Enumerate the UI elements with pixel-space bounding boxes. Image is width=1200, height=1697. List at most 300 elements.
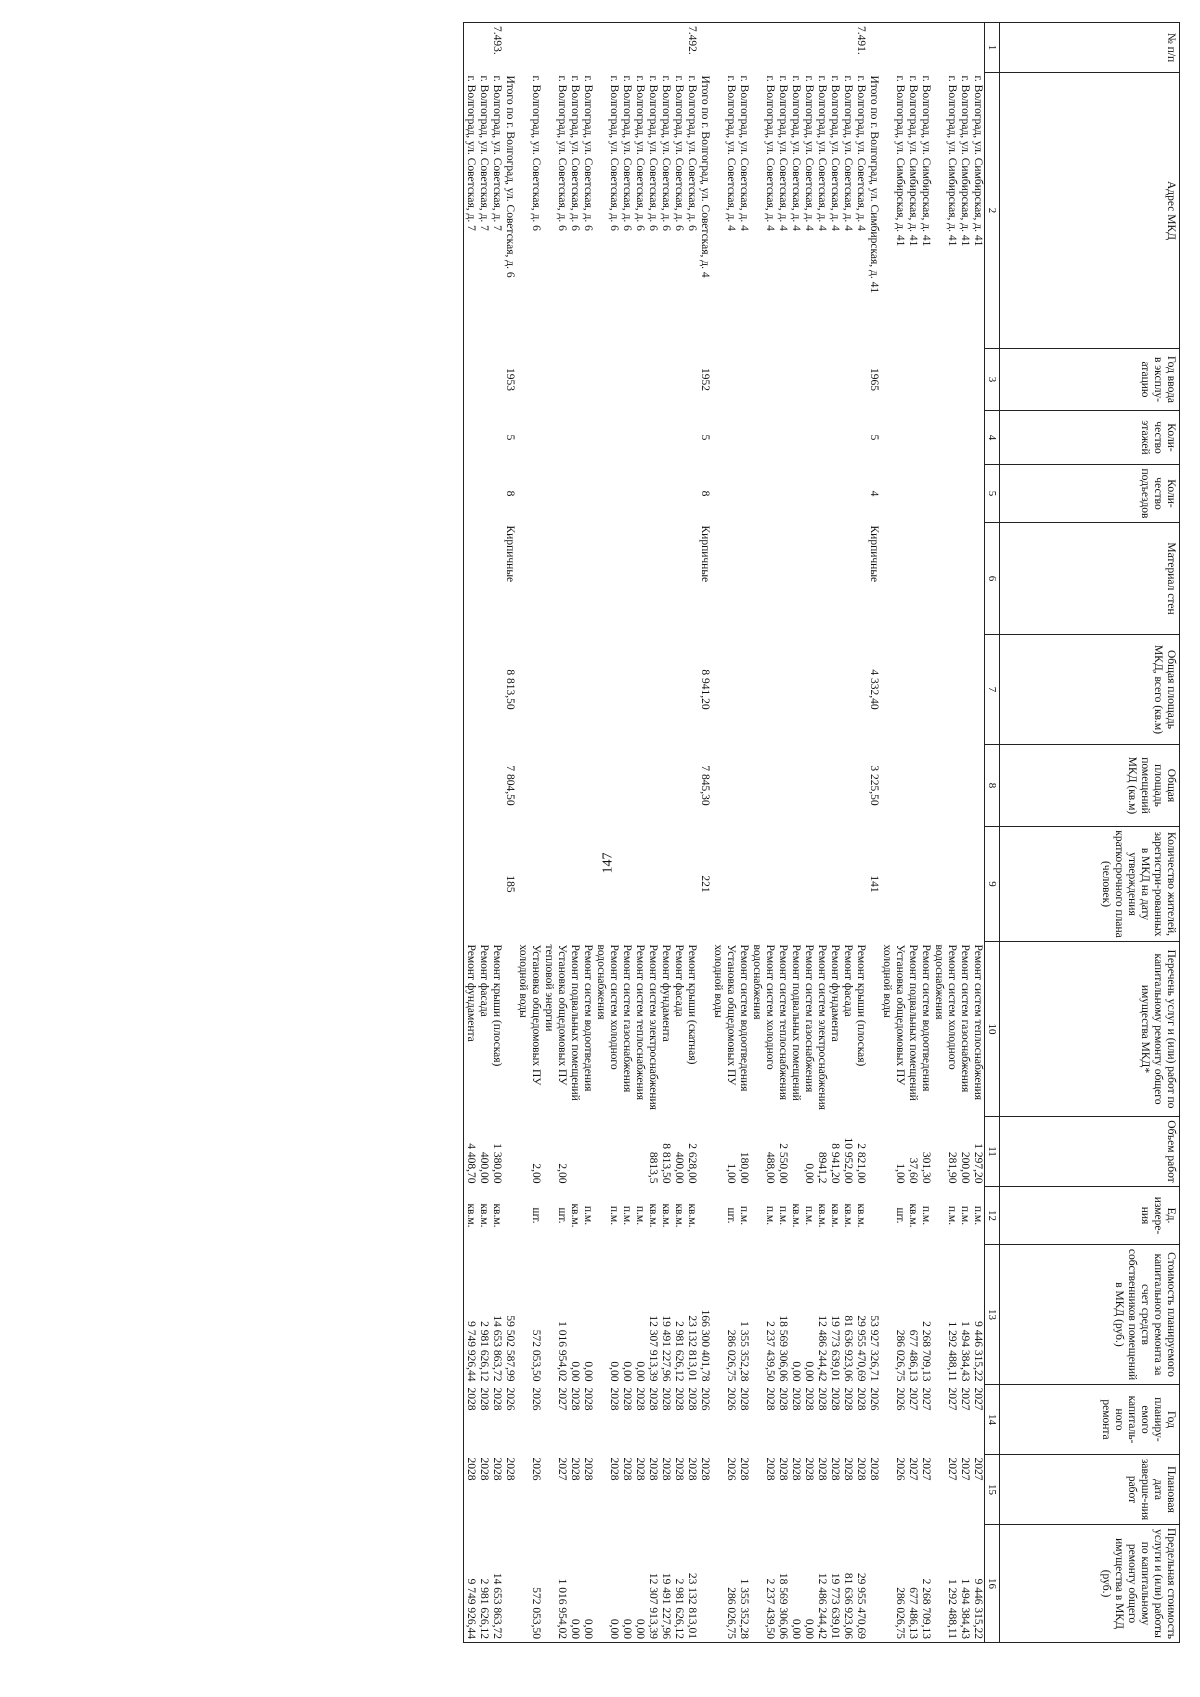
- cell-entrances: 8: [699, 490, 711, 497]
- cell-entrances: [542, 465, 568, 523]
- cell-end-year: 2028: [868, 1457, 880, 1481]
- cell-unit: шт.: [556, 1207, 568, 1224]
- cell-residents: [737, 827, 750, 942]
- cell-entrances: [776, 465, 789, 523]
- cell-floors: [854, 411, 867, 465]
- cell-area-rooms: [776, 745, 789, 827]
- cell-year: 1952: [699, 368, 711, 391]
- table-row: [802, 23, 815, 1643]
- column-number: 13: [985, 1245, 1000, 1385]
- cell-volume: [620, 1117, 633, 1187]
- table-row: [477, 23, 490, 1643]
- table-row: [568, 23, 581, 1643]
- cell-year: [516, 349, 542, 411]
- cell-max-cost: 0,00: [802, 1525, 815, 1643]
- cell-residents: [828, 827, 841, 942]
- cell-unit: п.м.: [777, 1205, 789, 1226]
- table-row: [633, 23, 646, 1643]
- cell-walls: [737, 523, 750, 635]
- cell-area: [620, 635, 633, 745]
- cell-cost: 1 355 352,28: [738, 1321, 750, 1382]
- cell-area-rooms: [672, 745, 685, 827]
- cell-area: 8 941,20: [699, 669, 711, 710]
- cell-unit: кв.м.: [842, 1203, 854, 1228]
- cell-unit: кв.м.: [478, 1203, 490, 1228]
- cell-plan-year: 2027: [959, 1387, 971, 1411]
- cell-entrances: [789, 465, 802, 523]
- cell-walls: [711, 523, 737, 635]
- cell-volume: 37,60: [907, 1157, 919, 1184]
- cell-walls: [815, 523, 828, 635]
- cell-address: г. Волгоград, ул. Симбирская, д. 41: [972, 75, 984, 247]
- cell-entrances: [828, 465, 841, 523]
- cell-volume: 2,00: [530, 1163, 542, 1184]
- cell-area-rooms: [477, 745, 490, 827]
- table-row-total: [867, 23, 880, 1643]
- cell-floors: [490, 411, 503, 465]
- cell-residents: [464, 827, 478, 942]
- cell-floors: [906, 411, 919, 465]
- cell-end-year: 2026: [725, 1457, 737, 1481]
- column-number: 14: [985, 1385, 1000, 1455]
- cell-floors: [828, 411, 841, 465]
- cell-volume: 301,30: [920, 1151, 932, 1184]
- cell-plan-year: 2027: [946, 1387, 958, 1411]
- cell-end-year: 2028: [660, 1457, 672, 1481]
- cell-cost: 0,00: [790, 1361, 802, 1382]
- cell-floors: [932, 411, 958, 465]
- cell-address: г. Волгоград, ул. Советская, д. 4: [790, 75, 802, 231]
- cell-entrances: [919, 465, 932, 523]
- table-row: [594, 23, 620, 1643]
- cell-max-cost: 12 486 244,42: [815, 1525, 828, 1643]
- cell-entrances: [568, 465, 581, 523]
- cell-cost: 29 955 470,69: [855, 1315, 867, 1382]
- cell-work: Ремонт фундамента: [660, 944, 672, 1042]
- column-number: 10: [985, 942, 1000, 1117]
- cell-work: Ремонт систем газоснабжения: [959, 944, 971, 1093]
- cell-year: [464, 349, 478, 411]
- table-row: [581, 23, 594, 1643]
- cell-year: [815, 349, 828, 411]
- cell-cost: 572 053,50: [530, 1329, 542, 1382]
- cell-end-year: 2027: [946, 1457, 958, 1481]
- cell-cost: 0,00: [803, 1361, 815, 1382]
- cell-residents: [750, 827, 776, 942]
- cell-volume: 2,00: [556, 1163, 568, 1184]
- cell-no: [815, 23, 828, 73]
- cell-residents: [685, 827, 698, 942]
- cell-cost: 2 981 626,12: [673, 1321, 685, 1382]
- cell-area-rooms: [815, 745, 828, 827]
- cell-area: [854, 635, 867, 745]
- cell-plan-year: 2028: [803, 1387, 815, 1411]
- cell-floors: [568, 411, 581, 465]
- cell-floors: [750, 411, 776, 465]
- cell-max-cost: 18 569 306,06: [776, 1525, 789, 1643]
- table-row: [464, 23, 478, 1643]
- cell-unit: п.м.: [972, 1205, 984, 1226]
- cell-work: Ремонт систем водоотведения: [920, 944, 932, 1092]
- cell-area-rooms: [737, 745, 750, 827]
- cell-entrances: [659, 465, 672, 523]
- cell-area-rooms: [620, 745, 633, 827]
- cell-max-cost: [867, 1525, 880, 1643]
- cell-volume: 1 297,20: [972, 1143, 984, 1184]
- cell-cost: 0,00: [608, 1361, 620, 1382]
- cell-residents: [854, 827, 867, 942]
- cell-volume: 4 408,70: [464, 1117, 478, 1187]
- cell-cost: 81 636 923,06: [842, 1315, 854, 1382]
- cell-floors: [672, 411, 685, 465]
- cell-unit: кв.м.: [660, 1203, 672, 1228]
- table-row: [672, 23, 685, 1643]
- cell-address: г. Волгоград, ул. Советская, д. 6: [582, 75, 594, 231]
- cell-work: Ремонт крыши (плоская): [855, 944, 867, 1067]
- cell-walls: [516, 523, 542, 635]
- cell-area-rooms: [789, 745, 802, 827]
- column-number: 4: [985, 411, 1000, 465]
- header-cell-walls: Материал стен: [1000, 523, 1180, 635]
- cell-floors: [633, 411, 646, 465]
- cell-cost: 9 446 315,22: [972, 1321, 984, 1382]
- cell-unit: п.м.: [608, 1205, 620, 1226]
- cell-address: г. Волгоград, ул. Советская, д. 4: [764, 75, 776, 231]
- cell-unit: п.м.: [634, 1205, 646, 1226]
- cell-end-year: 2028: [738, 1457, 750, 1481]
- cell-year: [919, 349, 932, 411]
- header-cell-works: Перечень услуг и (или) работ по капитальному ремонту общего имущества МКД*: [1000, 942, 1180, 1117]
- cell-max-cost: 1 016 954,02: [542, 1525, 568, 1643]
- cell-residents: [841, 827, 854, 942]
- cell-area: [841, 635, 854, 745]
- cell-max-cost: 9 446 315,22: [971, 1525, 985, 1643]
- cell-no: [516, 23, 542, 73]
- cell-unit: п.м.: [738, 1205, 750, 1226]
- cell-no: [672, 23, 685, 73]
- cell-cost: 23 132 813,01: [686, 1315, 698, 1382]
- cell-volume: [581, 1117, 594, 1187]
- cell-entrances: [932, 465, 958, 523]
- cell-max-cost: 572 053,50: [516, 1525, 542, 1643]
- cell-cost: 1 292 488,11: [946, 1321, 958, 1382]
- cell-volume: [633, 1117, 646, 1187]
- cell-address: г. Волгоград, ул. Советская, д. 6: [686, 75, 698, 231]
- cell-year: [776, 349, 789, 411]
- cell-work: Ремонт систем газоснабжения: [621, 944, 633, 1093]
- cell-floors: [776, 411, 789, 465]
- cell-end-year: 2027: [972, 1457, 984, 1481]
- cell-unit: кв.м.: [907, 1203, 919, 1228]
- cell-max-cost: 1 355 352,28: [737, 1525, 750, 1643]
- header-cell-volume: Объем работ: [1000, 1117, 1180, 1187]
- cell-residents: [789, 827, 802, 942]
- column-number: 16: [985, 1525, 1000, 1643]
- cell-plan-year: 2028: [686, 1387, 698, 1411]
- cell-entrances: 4: [868, 490, 880, 497]
- cell-address: г. Волгоград, ул. Советская, д. 6: [660, 75, 672, 231]
- cell-cost: 2 237 439,50: [764, 1321, 776, 1382]
- cell-area-rooms: [568, 745, 581, 827]
- cell-area: [828, 635, 841, 745]
- cell-area: [568, 635, 581, 745]
- cell-entrances: [737, 465, 750, 523]
- cell-volume: 1 380,00: [491, 1143, 503, 1184]
- cell-address: г. Волгоград, ул. Советская, д. 4: [816, 75, 828, 231]
- cell-volume: 8813,5: [647, 1151, 659, 1184]
- cell-no: [659, 23, 672, 73]
- cell-area: [802, 635, 815, 745]
- cell-no: [477, 23, 490, 73]
- cell-volume: 200,00: [959, 1151, 971, 1184]
- cell-unit: кв.м.: [790, 1203, 802, 1228]
- cell-area: [633, 635, 646, 745]
- cell-area: [542, 635, 568, 745]
- cell-year: [542, 349, 568, 411]
- cell-entrances: [841, 465, 854, 523]
- cell-residents: [581, 827, 594, 942]
- cell-cost: 1 016 954,02: [556, 1321, 568, 1382]
- cell-max-cost: 2 981 626,12: [672, 1525, 685, 1643]
- cell-area: [477, 635, 490, 745]
- cell-no: [503, 23, 516, 73]
- cell-end-year: 2026: [530, 1457, 542, 1481]
- cell-address: г. Волгоград, ул. Советская, д. 4: [829, 75, 841, 231]
- cell-plan-year: 2028: [673, 1387, 685, 1411]
- cell-floors: [594, 411, 620, 465]
- cell-area-rooms: [971, 745, 985, 827]
- cell-no: [932, 23, 958, 73]
- cell-address: Итого по г. Волгоград, ул. Советская, д. 4: [699, 75, 711, 278]
- cell-cost: 19 491 227,96: [660, 1315, 672, 1382]
- column-number: 12: [985, 1187, 1000, 1245]
- cell-end-year: 2027: [556, 1457, 568, 1481]
- cell-unit: кв.м.: [464, 1187, 478, 1245]
- table-row: [841, 23, 854, 1643]
- cell-year: [581, 349, 594, 411]
- cell-work: Ремонт систем газоснабжения: [803, 944, 815, 1093]
- cell-no: [581, 23, 594, 73]
- cell-address: г. Волгоград, ул. Советская, д. 6: [621, 75, 633, 231]
- column-number: 8: [985, 745, 1000, 827]
- header-cell-cost: Стоимость планируемого капитального ремонта за счет средств собственников помещений в МКД (руб.): [1000, 1245, 1180, 1385]
- capital-repair-table: [463, 22, 1180, 1643]
- cell-end-year: 2028: [491, 1457, 503, 1481]
- cell-cost: 0,00: [582, 1361, 594, 1382]
- cell-area: [919, 635, 932, 745]
- cell-walls: [932, 523, 958, 635]
- table-row: [750, 23, 776, 1643]
- cell-max-cost: [503, 1525, 516, 1643]
- cell-plan-year: 2028: [790, 1387, 802, 1411]
- cell-end-year: 2028: [829, 1457, 841, 1481]
- cell-volume: 1,00: [894, 1163, 906, 1184]
- cell-unit: п.м.: [946, 1205, 958, 1226]
- cell-unit: [698, 1187, 711, 1245]
- cell-residents: [776, 827, 789, 942]
- cell-work: Ремонт крыши (плоская): [491, 944, 503, 1067]
- cell-plan-year: 2028: [842, 1387, 854, 1411]
- cell-work: Ремонт фасада: [842, 944, 854, 1017]
- column-number: 5: [985, 465, 1000, 523]
- cell-max-cost: 12 307 913,39: [646, 1525, 659, 1643]
- cell-address: г. Волгоград, ул. Советская, д. 6: [530, 75, 542, 231]
- cell-no: [906, 23, 919, 73]
- cell-no: [698, 23, 711, 73]
- cell-work: Ремонт систем электроснабжения: [647, 944, 659, 1110]
- cell-residents: [659, 827, 672, 942]
- cell-residents: [932, 827, 958, 942]
- cell-end-year: 2026: [894, 1457, 906, 1481]
- cell-area-rooms: [906, 745, 919, 827]
- cell-volume: 281,90: [946, 1151, 958, 1184]
- cell-unit: кв.м.: [855, 1203, 867, 1228]
- cell-area-rooms: [958, 745, 971, 827]
- cell-address: г. Волгоград, ул. Симбирская, д. 41: [946, 75, 958, 247]
- cell-residents: [568, 827, 581, 942]
- cell-unit: [867, 1187, 880, 1245]
- cell-year: [750, 349, 776, 411]
- cell-walls: [789, 523, 802, 635]
- cell-area: [815, 635, 828, 745]
- header-row: [1000, 23, 1180, 1643]
- cell-walls: [841, 523, 854, 635]
- cell-year: [802, 349, 815, 411]
- cell-plan-year: 2028: [647, 1387, 659, 1411]
- cell-max-cost: 286 026,75: [880, 1525, 906, 1643]
- table-row: [542, 23, 568, 1643]
- cell-area-rooms: [828, 745, 841, 827]
- cell-no: 7.492.: [685, 23, 698, 73]
- cell-work: Ремонт систем теплоснабжения: [972, 944, 984, 1101]
- cell-area: [464, 635, 478, 745]
- cell-residents: [516, 827, 542, 942]
- cell-residents: [802, 827, 815, 942]
- table-row: [971, 23, 985, 1643]
- cell-plan-year: 2028: [660, 1387, 672, 1411]
- cell-walls: [659, 523, 672, 635]
- cell-area-rooms: [490, 745, 503, 827]
- cell-work: Ремонт подвальных помещений: [790, 944, 802, 1101]
- table-row: [789, 23, 802, 1643]
- page-number: 147: [600, 852, 616, 874]
- cell-address: г. Волгоград, ул. Симбирская, д. 41: [907, 75, 919, 247]
- table-row: [880, 23, 906, 1643]
- column-number: 11: [985, 1117, 1000, 1187]
- cell-floors: 5: [504, 434, 516, 441]
- cell-plan-year: 2028: [608, 1387, 620, 1411]
- cell-residents: [620, 827, 633, 942]
- cell-unit: шт.: [725, 1207, 737, 1224]
- column-number: 15: [985, 1455, 1000, 1525]
- cell-cost: 1 494 384,43: [959, 1321, 971, 1382]
- cell-area: [776, 635, 789, 745]
- cell-entrances: [490, 465, 503, 523]
- cell-plan-year: 2026: [504, 1387, 516, 1411]
- cell-entrances: [906, 465, 919, 523]
- cell-volume: 400,00: [478, 1151, 490, 1184]
- cell-year: 1965: [868, 368, 880, 391]
- cell-area-rooms: 7 845,30: [699, 765, 711, 806]
- cell-cost: 12 307 913,39: [647, 1315, 659, 1382]
- cell-cost: 12 486 244,42: [816, 1315, 828, 1382]
- cell-residents: [542, 827, 568, 942]
- cell-plan-year: 2028: [621, 1387, 633, 1411]
- cell-no: [841, 23, 854, 73]
- cell-cost: 53 927 326,71: [868, 1315, 880, 1382]
- cell-year: [789, 349, 802, 411]
- cell-max-cost: 81 636 923,06: [841, 1525, 854, 1643]
- column-number: 2: [985, 73, 1000, 349]
- cell-cost: 14 653 863,72: [491, 1315, 503, 1382]
- cell-residents: [958, 827, 971, 942]
- cell-max-cost: 19 491 227,96: [659, 1525, 672, 1643]
- cell-residents: 221: [699, 875, 711, 893]
- cell-no: [464, 23, 478, 73]
- cell-area: [971, 635, 985, 745]
- cell-plan-year: 2027: [907, 1387, 919, 1411]
- cell-unit: п.м.: [803, 1205, 815, 1226]
- cell-walls: [854, 523, 867, 635]
- cell-area-rooms: [594, 745, 620, 827]
- cell-year: [633, 349, 646, 411]
- cell-address: г. Волгоград, ул. Советская, д. 4: [777, 75, 789, 231]
- cell-year: [828, 349, 841, 411]
- cell-max-cost: 0,00: [594, 1525, 620, 1643]
- cell-address: г. Волгоград, ул. Симбирская, д. 41: [894, 75, 906, 247]
- cell-work: Ремонт подвальных помещений: [569, 944, 581, 1101]
- header-cell-no: № п/п: [1000, 23, 1180, 73]
- cell-year: 1953: [504, 368, 516, 391]
- cell-year: [672, 349, 685, 411]
- cell-walls: [464, 523, 478, 635]
- cell-entrances: [802, 465, 815, 523]
- cell-plan-year: 2026: [699, 1387, 711, 1411]
- cell-area-rooms: [516, 745, 542, 827]
- cell-residents: [971, 827, 985, 942]
- cell-work: [867, 942, 880, 1117]
- cell-no: [711, 23, 737, 73]
- cell-cost: 18 569 306,06: [777, 1315, 789, 1382]
- cell-cost: 0,00: [569, 1361, 581, 1382]
- cell-work: Ремонт систем теплоснабжения: [777, 944, 789, 1101]
- cell-end-year: 2028: [634, 1457, 646, 1481]
- cell-floors: [815, 411, 828, 465]
- table-row: [490, 23, 503, 1643]
- cell-address: г. Волгоград, ул. Симбирская, д. 41: [959, 75, 971, 247]
- cell-no: [646, 23, 659, 73]
- cell-plan-year: 2026: [868, 1387, 880, 1411]
- cell-floors: 5: [699, 434, 711, 441]
- cell-cost: 9 749 926,44: [464, 1245, 478, 1385]
- cell-no: [958, 23, 971, 73]
- rotated-page: [40, 22, 1180, 1642]
- cell-cost: 286 026,75: [894, 1329, 906, 1382]
- cell-cost: 166 300 401,78: [699, 1309, 711, 1382]
- cell-work: [503, 942, 516, 1117]
- table-row: [711, 23, 737, 1643]
- cell-plan-year: 2028: [634, 1387, 646, 1411]
- cell-floors: [685, 411, 698, 465]
- cell-work: Ремонт систем водоотведения: [738, 944, 750, 1092]
- cell-work: Ремонт систем водоотведения: [582, 944, 594, 1092]
- cell-work: Установка общедомовых ПУ холодной воды: [712, 944, 737, 1086]
- cell-cost: 0,00: [621, 1361, 633, 1382]
- cell-entrances: [880, 465, 906, 523]
- cell-entrances: [815, 465, 828, 523]
- cell-cost: 2 268 709,13: [920, 1321, 932, 1382]
- cell-unit: шт.: [530, 1207, 542, 1224]
